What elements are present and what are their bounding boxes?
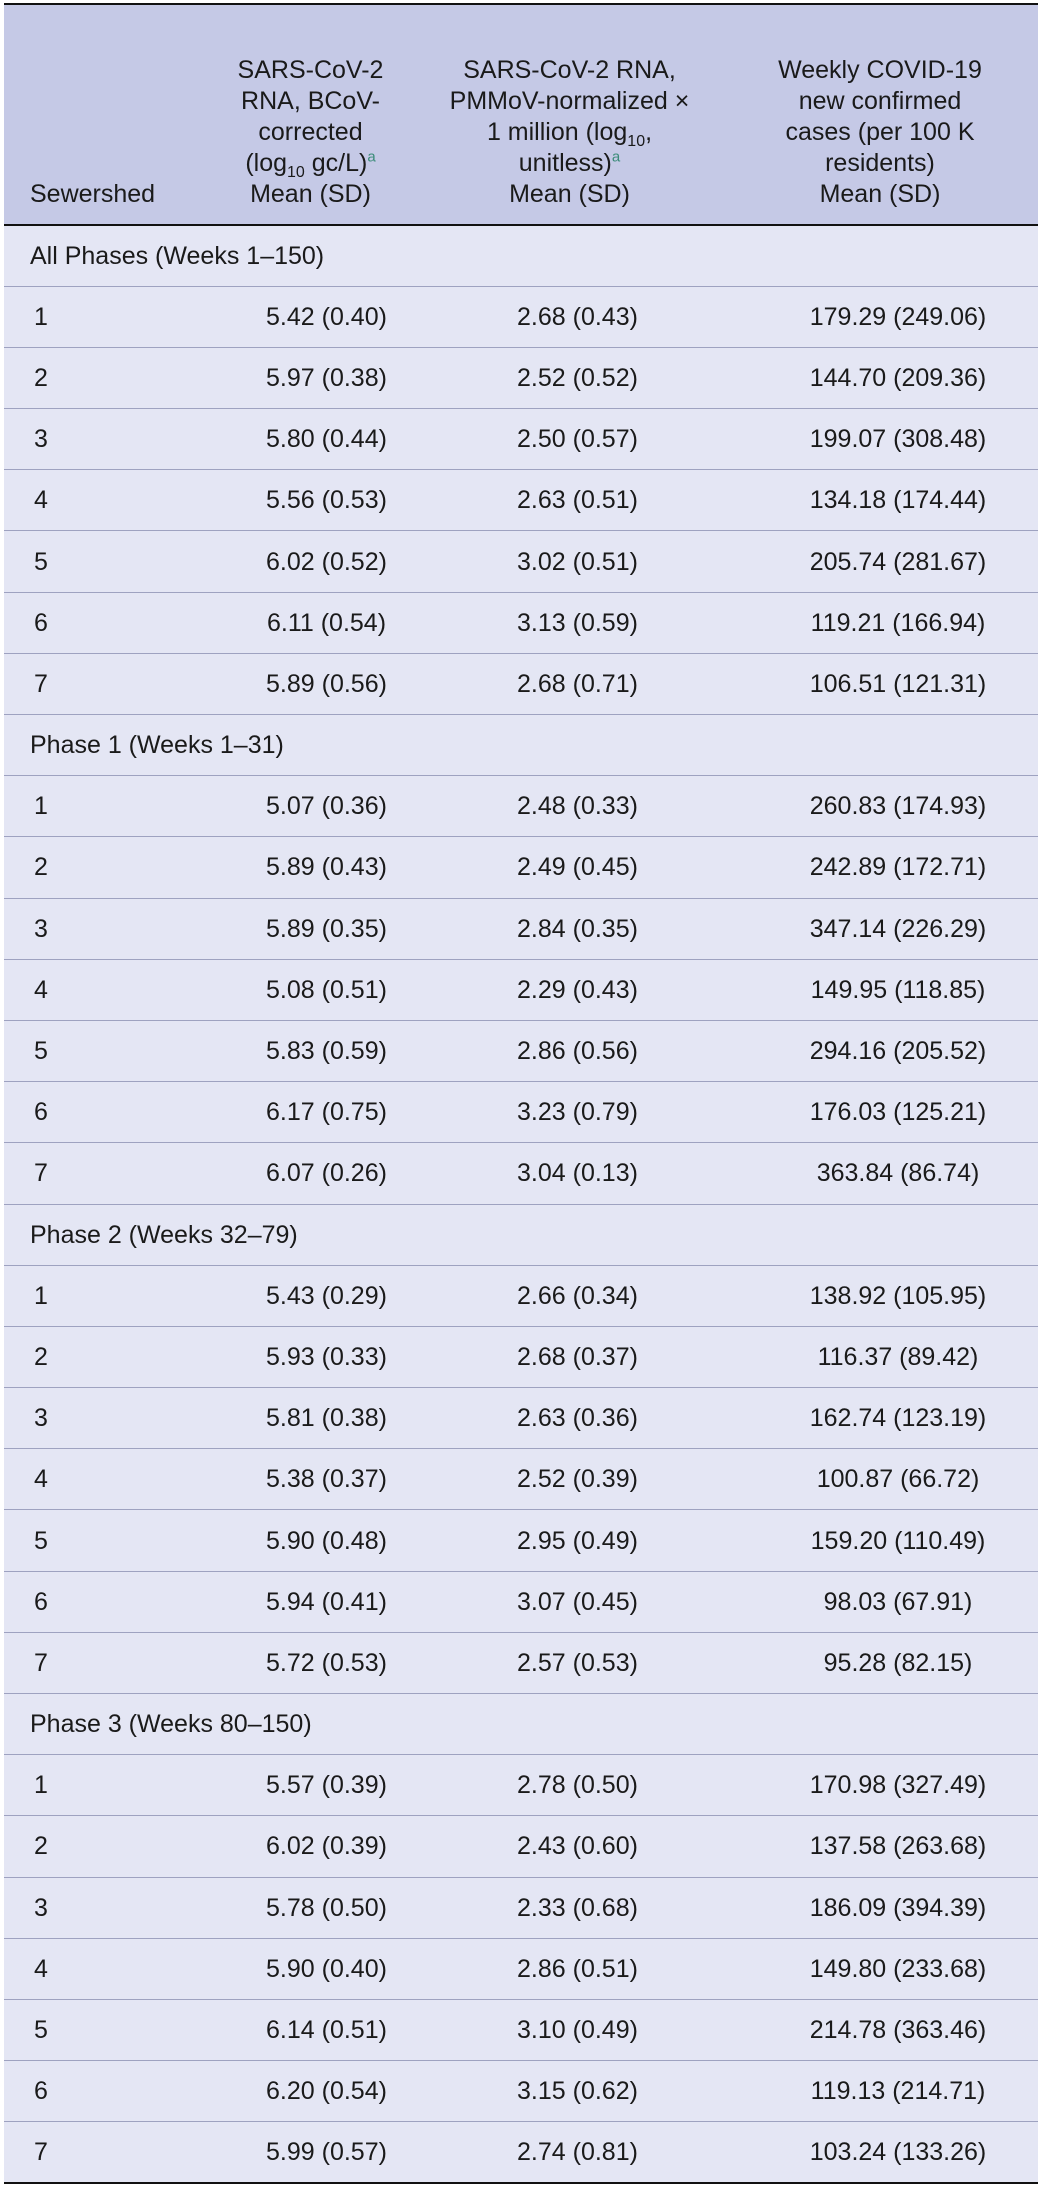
cell-sewershed: 3 [34,1893,48,1922]
cell-pmmov-mean-sd: 3.13 (0.59) [517,608,638,637]
cell-sewershed: 4 [34,1954,48,1983]
footnote-marker[interactable]: a [367,148,376,166]
cell-bcov-mean-sd: 6.02 (0.52) [266,547,387,576]
cell-cases-mean-sd: 134.18 (174.44) [809,486,987,515]
cell-sewershed: 1 [34,1281,48,1310]
header-bcov-line2: RNA, BCoV- [241,87,380,115]
cell-bcov-mean-sd: 5.78 (0.50) [266,1893,387,1922]
table-row [4,1326,1038,1387]
cell-sewershed: 4 [34,975,48,1004]
cell-cases-mean-sd: 214.78 (363.46) [809,2016,987,2045]
table-row [4,1510,1038,1571]
cell-pmmov-mean-sd: 2.33 (0.68) [517,1893,638,1922]
cell-bcov-mean-sd: 5.80 (0.44) [266,425,387,454]
section-title: All Phases (Weeks 1–150) [30,241,325,270]
cell-bcov-mean-sd: 5.99 (0.57) [266,2138,387,2167]
cell-pmmov-mean-sd: 2.86 (0.56) [517,1037,638,1066]
header-pmmov-line4-text: unitless) [518,149,612,177]
header-pmmov-line2: PMMoV-normalized × [449,87,690,115]
cell-bcov-mean-sd: 5.07 (0.36) [266,792,387,821]
cell-sewershed: 1 [34,302,48,331]
cell-sewershed: 7 [34,1648,48,1677]
section-row [4,1694,1038,1755]
table-row [4,2122,1038,2183]
table-row [4,837,1038,898]
cell-pmmov-mean-sd: 3.02 (0.51) [517,547,638,576]
cell-pmmov-mean-sd: 2.95 (0.49) [517,1526,638,1555]
cell-pmmov-mean-sd: 2.43 (0.60) [517,1832,638,1861]
table-row [4,1816,1038,1877]
cell-sewershed: 7 [34,1159,48,1188]
cell-sewershed: 2 [34,1832,48,1861]
cell-cases-mean-sd: 294.16 (205.52) [809,1037,987,1066]
cell-sewershed: 5 [34,1037,48,1066]
cell-cases-mean-sd: 95.28 (82.15) [823,1648,973,1677]
cell-bcov-mean-sd: 5.89 (0.43) [266,853,387,882]
cell-pmmov-mean-sd: 2.48 (0.33) [517,792,638,821]
header-row [4,4,1038,225]
header-pmmov-line3-pre: 1 million (log [486,118,628,146]
cell-bcov-mean-sd: 6.20 (0.54) [266,2077,387,2106]
cell-bcov-mean-sd: 5.56 (0.53) [266,486,387,515]
cell-pmmov-mean-sd: 2.86 (0.51) [517,1954,638,1983]
cell-bcov-mean-sd: 5.93 (0.33) [266,1342,387,1371]
header-cases-line2: new confirmed [798,87,962,115]
cell-cases-mean-sd: 162.74 (123.19) [809,1404,987,1433]
cell-sewershed: 1 [34,1771,48,1800]
cell-pmmov-mean-sd: 2.68 (0.37) [517,1342,638,1371]
cell-pmmov-mean-sd: 2.52 (0.39) [517,1465,638,1494]
table-row [4,2061,1038,2122]
table-row [4,286,1038,347]
cell-cases-mean-sd: 149.80 (233.68) [809,1954,987,1983]
section-row [4,225,1038,286]
section-title: Phase 1 (Weeks 1–31) [30,731,284,760]
cell-bcov-mean-sd: 5.89 (0.35) [266,914,387,943]
cell-bcov-mean-sd: 5.43 (0.29) [266,1281,387,1310]
cell-pmmov-mean-sd: 3.07 (0.45) [517,1587,638,1616]
cell-cases-mean-sd: 347.14 (226.29) [809,914,987,943]
table-row [4,1999,1038,2060]
table-body [4,225,1038,2183]
cell-sewershed: 6 [34,2077,48,2106]
cell-cases-mean-sd: 98.03 (67.91) [823,1587,973,1616]
cell-pmmov-mean-sd: 2.29 (0.43) [517,975,638,1004]
cell-bcov-mean-sd: 5.57 (0.39) [266,1771,387,1800]
cell-pmmov-mean-sd: 2.84 (0.35) [517,914,638,943]
header-pmmov-subscript: 10 [627,133,646,150]
cell-bcov-mean-sd: 5.38 (0.37) [266,1465,387,1494]
header-bcov [204,4,417,225]
section-row [4,1204,1038,1265]
cell-pmmov-mean-sd: 3.15 (0.62) [517,2077,638,2106]
header-bcov-line3: corrected [258,118,363,146]
cell-cases-mean-sd: 103.24 (133.26) [809,2138,987,2167]
table-row [4,592,1038,653]
cell-sewershed: 7 [34,669,48,698]
data-table-container [4,3,1038,2184]
cell-sewershed: 7 [34,2138,48,2167]
table-row [4,470,1038,531]
cell-pmmov-mean-sd: 2.68 (0.43) [517,302,638,331]
cell-bcov-mean-sd: 6.07 (0.26) [266,1159,387,1188]
cell-sewershed: 2 [34,853,48,882]
cell-cases-mean-sd: 119.13 (214.71) [810,2077,986,2106]
header-bcov-stat: Mean (SD) [250,180,371,208]
cell-sewershed: 6 [34,1098,48,1127]
header-cases-line3: cases (per 100 K [785,118,975,146]
table-row [4,347,1038,408]
cell-cases-mean-sd: 260.83 (174.93) [809,792,987,821]
header-sewershed-label: Sewershed [30,180,156,208]
cell-pmmov-mean-sd: 2.49 (0.45) [517,853,638,882]
table-row [4,653,1038,714]
cell-cases-mean-sd: 100.87 (66.72) [816,1465,980,1494]
cell-sewershed: 4 [34,1465,48,1494]
sewershed-summary-table [4,3,1038,2184]
cell-sewershed: 6 [34,608,48,637]
cell-cases-mean-sd: 363.84 (86.74) [816,1159,980,1188]
cell-pmmov-mean-sd: 2.52 (0.52) [517,363,638,392]
cell-sewershed: 2 [34,363,48,392]
cell-bcov-mean-sd: 6.11 (0.54) [266,608,387,637]
cell-sewershed: 2 [34,1342,48,1371]
section-title: Phase 2 (Weeks 32–79) [30,1220,298,1249]
cell-bcov-mean-sd: 5.42 (0.40) [266,302,387,331]
table-header [4,4,1038,225]
header-cases-line1: Weekly COVID-19 [778,56,982,84]
header-pmmov [417,4,722,225]
header-cases [722,4,1038,225]
cell-cases-mean-sd: 205.74 (281.67) [809,547,987,576]
cell-bcov-mean-sd: 6.17 (0.75) [266,1098,387,1127]
cell-pmmov-mean-sd: 2.57 (0.53) [517,1648,638,1677]
header-pmmov-line3-post: , [645,118,653,146]
cell-sewershed: 5 [34,547,48,576]
cell-cases-mean-sd: 170.98 (327.49) [809,1771,987,1800]
table-row [4,898,1038,959]
table-row [4,1632,1038,1693]
cell-cases-mean-sd: 138.92 (105.95) [809,1281,987,1310]
footnote-marker[interactable]: a [611,148,621,166]
cell-pmmov-mean-sd: 2.63 (0.51) [517,486,638,515]
header-pmmov-line4 [425,148,714,179]
header-cases-line4: residents) [825,149,935,177]
cell-cases-mean-sd: 159.20 (110.49) [810,1526,986,1555]
cell-cases-mean-sd: 106.51 (121.31) [809,669,987,698]
header-bcov-line4-post: gc/L) [304,149,368,177]
cell-cases-mean-sd: 242.89 (172.71) [809,853,987,882]
cell-bcov-mean-sd: 5.81 (0.38) [266,1404,387,1433]
cell-cases-mean-sd: 116.37 (89.42) [817,1342,979,1371]
cell-cases-mean-sd: 186.09 (394.39) [809,1893,987,1922]
table-row [4,1082,1038,1143]
cell-bcov-mean-sd: 5.08 (0.51) [266,975,387,1004]
cell-cases-mean-sd: 144.70 (209.36) [809,363,987,392]
table-row [4,531,1038,592]
cell-cases-mean-sd: 149.95 (118.85) [810,975,986,1004]
cell-sewershed: 3 [34,914,48,943]
header-bcov-subscript: 10 [287,164,305,181]
cell-pmmov-mean-sd: 2.78 (0.50) [517,1771,638,1800]
section-title: Phase 3 (Weeks 80–150) [30,1710,312,1739]
cell-bcov-mean-sd: 5.72 (0.53) [266,1648,387,1677]
table-row [4,1265,1038,1326]
cell-bcov-mean-sd: 6.14 (0.51) [266,2016,387,2045]
cell-pmmov-mean-sd: 3.04 (0.13) [517,1159,638,1188]
section-row [4,715,1038,776]
cell-sewershed: 6 [34,1587,48,1616]
header-cases-stat: Mean (SD) [819,180,941,208]
cell-pmmov-mean-sd: 2.74 (0.81) [517,2138,638,2167]
table-row [4,1020,1038,1081]
cell-sewershed: 5 [34,2016,48,2045]
header-bcov-line4-pre: (log [245,149,287,177]
cell-pmmov-mean-sd: 2.63 (0.36) [517,1404,638,1433]
cell-bcov-mean-sd: 6.02 (0.39) [266,1832,387,1861]
table-row [4,1877,1038,1938]
table-row [4,409,1038,470]
cell-sewershed: 3 [34,425,48,454]
cell-sewershed: 1 [34,792,48,821]
cell-cases-mean-sd: 179.29 (249.06) [809,302,987,331]
table-row [4,1449,1038,1510]
table-row [4,959,1038,1020]
header-pmmov-stat: Mean (SD) [509,180,630,208]
cell-sewershed: 3 [34,1404,48,1433]
cell-cases-mean-sd: 176.03 (125.21) [809,1098,987,1127]
cell-pmmov-mean-sd: 3.10 (0.49) [517,2016,638,2045]
cell-bcov-mean-sd: 5.97 (0.38) [266,363,387,392]
cell-bcov-mean-sd: 5.83 (0.59) [266,1037,387,1066]
cell-bcov-mean-sd: 5.94 (0.41) [266,1587,387,1616]
table-row [4,1571,1038,1632]
cell-pmmov-mean-sd: 2.50 (0.57) [517,425,638,454]
cell-sewershed: 4 [34,486,48,515]
cell-pmmov-mean-sd: 2.66 (0.34) [517,1281,638,1310]
table-row [4,776,1038,837]
header-pmmov-line1: SARS-CoV-2 RNA, [463,56,676,84]
table-row [4,1388,1038,1449]
header-bcov-line4 [212,148,409,179]
table-row [4,1938,1038,1999]
cell-pmmov-mean-sd: 3.23 (0.79) [517,1098,638,1127]
cell-bcov-mean-sd: 5.90 (0.48) [266,1526,387,1555]
header-bcov-line1: SARS-CoV-2 [237,56,384,84]
header-pmmov-line3 [425,117,714,148]
cell-sewershed: 5 [34,1526,48,1555]
table-row [4,1143,1038,1204]
cell-cases-mean-sd: 199.07 (308.48) [809,425,987,454]
table-row [4,1755,1038,1816]
cell-bcov-mean-sd: 5.90 (0.40) [266,1954,387,1983]
cell-bcov-mean-sd: 5.89 (0.56) [266,669,387,698]
cell-cases-mean-sd: 119.21 (166.94) [810,608,986,637]
cell-pmmov-mean-sd: 2.68 (0.71) [517,669,638,698]
header-sewershed [4,4,204,225]
cell-cases-mean-sd: 137.58 (263.68) [809,1832,987,1861]
